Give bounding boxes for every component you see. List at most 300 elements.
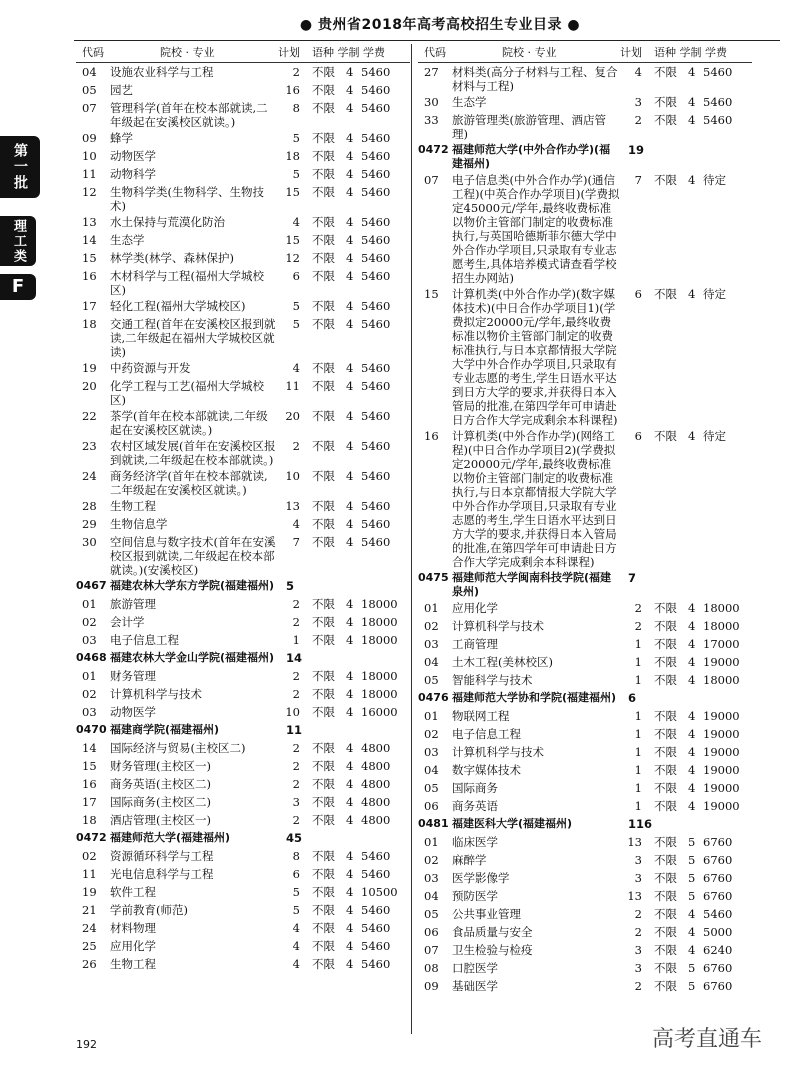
major-plan: 10 — [285, 469, 300, 483]
major-lang: 不限 — [312, 777, 335, 791]
major-code: 19 — [82, 885, 97, 899]
major-fee: 5460 — [361, 269, 391, 283]
major-lang: 不限 — [312, 669, 335, 683]
major-row — [76, 956, 410, 973]
major-row — [76, 938, 410, 955]
header-plan: 计划 — [278, 46, 300, 59]
major-row — [76, 902, 410, 919]
major-lang: 不限 — [312, 921, 335, 935]
major-plan: 1 — [634, 799, 642, 813]
major-code: 04 — [82, 65, 97, 79]
major-code: 17 — [82, 795, 97, 809]
major-fee: 5460 — [703, 113, 733, 127]
major-lang: 不限 — [654, 781, 677, 795]
major-plan: 6 — [292, 269, 300, 283]
major-name: 资源循环科学与工程 — [110, 849, 214, 863]
major-plan: 2 — [634, 619, 642, 633]
major-lang: 不限 — [654, 113, 677, 127]
major-plan: 1 — [634, 655, 642, 669]
major-lang: 不限 — [654, 65, 677, 79]
major-fee: 6760 — [703, 889, 733, 903]
major-code: 15 — [424, 287, 439, 301]
major-code: 18 — [82, 813, 97, 827]
major-row — [76, 360, 410, 377]
major-name: 智能科学与技术 — [452, 673, 533, 687]
major-code: 15 — [82, 759, 97, 773]
major-name: 中药资源与开发 — [110, 361, 191, 375]
side-tabs — [0, 136, 42, 300]
major-code: 26 — [82, 957, 97, 971]
major-plan: 1 — [634, 709, 642, 723]
major-plan: 7 — [634, 173, 642, 187]
major-yrs: 4 — [688, 727, 696, 741]
major-yrs: 4 — [346, 759, 354, 773]
major-plan: 2 — [634, 907, 642, 921]
major-plan: 3 — [634, 961, 642, 975]
major-yrs: 4 — [688, 943, 696, 957]
major-plan: 1 — [634, 637, 642, 651]
major-code: 07 — [424, 173, 439, 187]
watermark-text: 高考直通车 — [652, 1022, 762, 1053]
major-name: 材料类(高分子材料与工程、复合材料与工程) — [452, 65, 618, 93]
school-name: 福建师范大学(中外合作办学)(福建福州) — [452, 143, 611, 170]
major-yrs: 4 — [688, 781, 696, 795]
major-row — [76, 632, 410, 649]
major-row — [76, 298, 410, 315]
school-row — [76, 578, 410, 595]
major-row — [76, 166, 410, 183]
major-row — [76, 214, 410, 231]
major-fee: 5460 — [361, 65, 391, 79]
major-lang: 不限 — [654, 745, 677, 759]
major-row — [76, 184, 410, 213]
major-lang: 不限 — [312, 813, 335, 827]
major-plan: 4 — [292, 361, 300, 375]
major-code: 22 — [82, 409, 97, 423]
major-yrs: 4 — [688, 925, 696, 939]
major-plan: 15 — [285, 185, 300, 199]
major-name: 生物科学类(生物科学、生物技术) — [110, 185, 264, 213]
header-school: 院校 · 专业 — [502, 46, 557, 59]
major-yrs: 4 — [346, 251, 354, 265]
major-yrs: 4 — [346, 299, 354, 313]
major-fee: 5460 — [361, 517, 391, 531]
major-name: 计算机科学与技术 — [110, 687, 202, 701]
major-fee: 19000 — [703, 799, 740, 813]
major-yrs: 5 — [688, 871, 696, 885]
major-row — [76, 232, 410, 249]
major-row — [76, 758, 410, 775]
major-name: 国际经济与贸易(主校区二) — [110, 741, 246, 755]
major-plan: 4 — [292, 517, 300, 531]
major-plan: 5 — [292, 131, 300, 145]
major-row — [76, 776, 410, 793]
major-plan: 2 — [292, 669, 300, 683]
major-code: 23 — [82, 439, 97, 453]
school-code: 0467 — [76, 579, 107, 592]
major-yrs: 4 — [346, 741, 354, 755]
major-lang: 不限 — [312, 759, 335, 773]
major-lang: 不限 — [312, 83, 335, 97]
major-code: 30 — [424, 95, 439, 109]
major-row — [418, 852, 752, 869]
major-plan: 5 — [292, 299, 300, 313]
major-code: 11 — [82, 167, 97, 181]
major-plan: 12 — [285, 251, 300, 265]
major-yrs: 4 — [346, 379, 354, 393]
school-plan: 19 — [628, 143, 645, 157]
major-fee: 5460 — [361, 439, 391, 453]
major-name: 计算机类(中外合作办学)(网络工程)(中日合作办学项目2)(学费拟定20000元/学年,最终收费标准以物价主管部门制定的收费标准执行,与日本京都情报大学院大学中外合作办学项目,只录取有专业志愿的考生,学生日语水平达到日方大学的要求,并获得日本入管局的批准,在第四学年可申请赴日方合作大学完成剩余本科课程) — [452, 429, 617, 569]
major-fee: 5460 — [361, 251, 391, 265]
major-yrs: 4 — [346, 361, 354, 375]
major-code: 04 — [424, 889, 439, 903]
major-row — [76, 686, 410, 703]
major-fee: 17000 — [703, 637, 740, 651]
left-column — [76, 44, 410, 973]
major-lang: 不限 — [312, 499, 335, 513]
major-name: 电子信息工程 — [452, 727, 521, 741]
major-fee: 5460 — [361, 957, 391, 971]
major-code: 06 — [424, 925, 439, 939]
major-row — [76, 82, 410, 99]
major-fee: 6760 — [703, 979, 733, 993]
major-lang: 不限 — [312, 269, 335, 283]
major-fee: 19000 — [703, 655, 740, 669]
major-plan: 13 — [627, 889, 642, 903]
major-yrs: 4 — [346, 597, 354, 611]
major-plan: 5 — [292, 885, 300, 899]
major-name: 国际商务 — [452, 781, 498, 795]
major-row — [76, 866, 410, 883]
major-lang: 不限 — [654, 979, 677, 993]
major-plan: 2 — [292, 813, 300, 827]
major-row — [418, 618, 752, 635]
side-tab-category: 理工类 — [0, 216, 36, 266]
major-fee: 5000 — [703, 925, 733, 939]
major-yrs: 5 — [688, 979, 696, 993]
major-fee: 5460 — [361, 361, 391, 375]
major-row — [418, 906, 752, 923]
major-name: 旅游管理类(旅游管理、酒店管理) — [452, 113, 606, 141]
major-code: 18 — [82, 317, 97, 331]
major-row — [418, 798, 752, 815]
major-lang: 不限 — [654, 95, 677, 109]
major-lang: 不限 — [654, 835, 677, 849]
major-lang: 不限 — [312, 597, 335, 611]
right-table-header — [418, 44, 752, 63]
major-lang: 不限 — [312, 633, 335, 647]
major-yrs: 4 — [688, 673, 696, 687]
major-lang: 不限 — [312, 939, 335, 953]
major-row — [76, 534, 410, 577]
major-lang: 不限 — [312, 795, 335, 809]
major-yrs: 4 — [346, 233, 354, 247]
major-row — [76, 704, 410, 721]
major-yrs: 4 — [346, 409, 354, 423]
major-row — [76, 316, 410, 359]
school-code: 0476 — [418, 691, 449, 704]
major-yrs: 4 — [688, 745, 696, 759]
school-plan: 14 — [286, 651, 303, 665]
major-code: 05 — [424, 781, 439, 795]
major-yrs: 4 — [346, 101, 354, 115]
major-plan: 20 — [285, 409, 300, 423]
major-yrs: 4 — [346, 535, 354, 549]
major-yrs: 4 — [688, 429, 696, 443]
major-lang: 不限 — [654, 799, 677, 813]
major-code: 13 — [82, 215, 97, 229]
major-code: 01 — [424, 835, 439, 849]
major-plan: 2 — [292, 439, 300, 453]
major-fee: 19000 — [703, 709, 740, 723]
major-code: 14 — [82, 741, 97, 755]
header-rule — [74, 40, 780, 41]
header-lang-yrs-fee: 语种 学制 学费 — [654, 46, 727, 59]
major-yrs: 4 — [346, 795, 354, 809]
major-fee: 6760 — [703, 835, 733, 849]
major-row — [76, 468, 410, 497]
major-row — [418, 654, 752, 671]
major-name: 生态学 — [110, 233, 145, 247]
major-name: 电子信息类(中外合作办学)(通信工程)(中英合作办学项目)(学费拟定45000元/学年,最终收费标准以物价主管部门制定的收费标准执行,与英国哈德斯菲尔德大学中外合作办学项目,只录取有专业志愿考生,具体培养模式请查看学校招生办网站) — [452, 173, 620, 285]
major-code: 15 — [82, 251, 97, 265]
major-plan: 3 — [634, 95, 642, 109]
major-yrs: 4 — [688, 799, 696, 813]
major-row — [76, 920, 410, 937]
major-fee: 5460 — [703, 907, 733, 921]
major-plan: 2 — [634, 601, 642, 615]
major-name: 设施农业科学与工程 — [110, 65, 214, 79]
major-code: 02 — [424, 853, 439, 867]
major-yrs: 4 — [688, 907, 696, 921]
major-fee: 4800 — [361, 777, 391, 791]
major-name: 口腔医学 — [452, 961, 498, 975]
major-code: 07 — [424, 943, 439, 957]
major-fee: 5460 — [361, 215, 391, 229]
page-title: ● 贵州省2018年高考高校招生专业目录 ● — [299, 17, 581, 33]
major-row — [76, 100, 410, 129]
major-row — [418, 708, 752, 725]
major-plan: 6 — [292, 867, 300, 881]
major-name: 动物科学 — [110, 167, 156, 181]
school-plan: 11 — [286, 723, 303, 737]
major-plan: 4 — [634, 65, 642, 79]
major-plan: 5 — [292, 317, 300, 331]
major-code: 28 — [82, 499, 97, 513]
major-code: 03 — [82, 705, 97, 719]
major-name: 计算机类(中外合作办学)(数字媒体技术)(中日合作办学项目1)(学费拟定20000元/学年,最终收费标准以物价主管部门制定的收费标准执行,与日本京都情报大学院大学中外合作办学项目,只录取有专业志愿的考生,学生日语水平达到日方大学的要求,并获得日本入管局的批准,在第四学年可申请赴日方合作大学完成剩余本科课程) — [452, 287, 618, 427]
major-fee: 5460 — [361, 233, 391, 247]
major-fee: 18000 — [703, 601, 740, 615]
major-yrs: 4 — [346, 269, 354, 283]
major-fee: 19000 — [703, 781, 740, 795]
major-code: 08 — [424, 961, 439, 975]
major-name: 酒店管理(主校区一) — [110, 813, 211, 827]
major-row — [76, 64, 410, 81]
major-row — [76, 884, 410, 901]
page-header — [0, 0, 800, 44]
major-fee: 5460 — [361, 101, 391, 115]
major-yrs: 5 — [688, 853, 696, 867]
major-code: 01 — [82, 597, 97, 611]
major-code: 02 — [424, 619, 439, 633]
major-fee: 18000 — [361, 615, 398, 629]
major-lang: 不限 — [312, 379, 335, 393]
school-name: 福建农林大学东方学院(福建福州) — [110, 579, 275, 592]
major-name: 商务英语(主校区二) — [110, 777, 211, 791]
major-yrs: 4 — [346, 777, 354, 791]
major-row — [76, 148, 410, 165]
major-lang: 不限 — [654, 655, 677, 669]
major-row — [418, 744, 752, 761]
major-plan: 1 — [634, 673, 642, 687]
major-fee: 5460 — [361, 167, 391, 181]
major-fee: 19000 — [703, 727, 740, 741]
school-code: 0472 — [418, 143, 449, 156]
major-lang: 不限 — [312, 903, 335, 917]
major-plan: 2 — [634, 979, 642, 993]
major-name: 财务管理(主校区一) — [110, 759, 211, 773]
school-code: 0481 — [418, 817, 449, 830]
major-fee: 5460 — [361, 185, 391, 199]
school-code: 0472 — [76, 831, 107, 844]
major-lang: 不限 — [654, 763, 677, 777]
major-yrs: 4 — [346, 885, 354, 899]
major-name: 电子信息工程 — [110, 633, 179, 647]
school-name: 福建医科大学(福建福州) — [452, 817, 573, 830]
major-fee: 5460 — [361, 149, 391, 163]
school-name: 福建商学院(福建福州) — [110, 723, 220, 736]
major-name: 轻化工程(福州大学城校区) — [110, 299, 246, 313]
major-yrs: 4 — [346, 669, 354, 683]
major-lang: 不限 — [654, 727, 677, 741]
major-plan: 8 — [292, 849, 300, 863]
major-row — [418, 726, 752, 743]
major-name: 管理科学(首年在校本部就读,二年级起在安溪校区就读。) — [110, 101, 268, 129]
major-lang: 不限 — [312, 535, 335, 549]
major-lang: 不限 — [654, 673, 677, 687]
major-name: 化学工程与工艺(福州大学城校区) — [110, 379, 264, 407]
major-lang: 不限 — [312, 131, 335, 145]
major-fee: 5460 — [361, 83, 391, 97]
school-code: 0470 — [76, 723, 107, 736]
major-row — [76, 614, 410, 631]
major-yrs: 4 — [346, 215, 354, 229]
major-lang: 不限 — [312, 615, 335, 629]
major-yrs: 4 — [346, 939, 354, 953]
major-lang: 不限 — [654, 173, 677, 187]
major-row — [418, 780, 752, 797]
major-row — [76, 668, 410, 685]
major-fee: 18000 — [703, 619, 740, 633]
header-plan: 计划 — [620, 46, 642, 59]
major-yrs: 5 — [688, 889, 696, 903]
major-yrs: 4 — [346, 957, 354, 971]
major-yrs: 4 — [346, 633, 354, 647]
major-name: 动物医学 — [110, 149, 156, 163]
major-code: 03 — [424, 637, 439, 651]
major-name: 学前教育(师范) — [110, 903, 188, 917]
major-yrs: 4 — [688, 637, 696, 651]
major-code: 06 — [424, 799, 439, 813]
major-code: 21 — [82, 903, 97, 917]
school-plan: 116 — [628, 817, 653, 831]
major-yrs: 4 — [346, 813, 354, 827]
school-row — [76, 650, 410, 667]
major-lang: 不限 — [312, 885, 335, 899]
major-plan: 1 — [292, 633, 300, 647]
major-name: 计算机科学与技术 — [452, 619, 544, 633]
school-name: 福建师范大学(福建福州) — [110, 831, 231, 844]
major-fee: 5460 — [361, 849, 391, 863]
major-fee: 5460 — [361, 499, 391, 513]
major-lang: 不限 — [312, 867, 335, 881]
major-plan: 4 — [292, 939, 300, 953]
major-name: 麻醉学 — [452, 853, 487, 867]
major-row — [418, 762, 752, 779]
major-name: 会计学 — [110, 615, 145, 629]
major-row — [76, 812, 410, 829]
major-name: 应用化学 — [452, 601, 498, 615]
major-name: 木材科学与工程(福州大学城校区) — [110, 269, 264, 297]
major-code: 01 — [424, 601, 439, 615]
major-code: 20 — [82, 379, 97, 393]
header-code: 代码 — [82, 46, 104, 59]
page-number: 192 — [76, 1038, 97, 1051]
major-lang: 不限 — [312, 317, 335, 331]
major-row — [418, 172, 752, 285]
major-plan: 2 — [292, 597, 300, 611]
major-fee: 5460 — [361, 535, 391, 549]
major-yrs: 4 — [688, 601, 696, 615]
major-row — [76, 408, 410, 437]
school-plan: 7 — [628, 571, 637, 585]
major-plan: 18 — [285, 149, 300, 163]
major-lang: 不限 — [312, 167, 335, 181]
major-plan: 1 — [634, 745, 642, 759]
school-name: 福建师范大学闽南科技学院(福建泉州) — [452, 571, 612, 598]
major-name: 基础医学 — [452, 979, 498, 993]
major-row — [418, 112, 752, 141]
major-yrs: 4 — [346, 849, 354, 863]
major-yrs: 4 — [346, 867, 354, 881]
major-plan: 1 — [634, 727, 642, 741]
major-name: 数字媒体技术 — [452, 763, 521, 777]
major-plan: 15 — [285, 233, 300, 247]
major-yrs: 4 — [346, 615, 354, 629]
major-name: 软件工程 — [110, 885, 156, 899]
major-fee: 16000 — [361, 705, 398, 719]
major-code: 14 — [82, 233, 97, 247]
left-table-header — [76, 44, 410, 63]
major-row — [76, 378, 410, 407]
major-code: 12 — [82, 185, 97, 199]
major-code: 27 — [424, 65, 439, 79]
major-row — [418, 834, 752, 851]
major-row — [76, 130, 410, 147]
school-plan: 6 — [628, 691, 637, 705]
major-code: 01 — [82, 669, 97, 683]
major-fee: 18000 — [361, 633, 398, 647]
major-code: 01 — [424, 709, 439, 723]
major-plan: 8 — [292, 101, 300, 115]
major-fee: 6240 — [703, 943, 733, 957]
major-fee: 5460 — [361, 939, 391, 953]
major-fee: 18000 — [361, 669, 398, 683]
major-row — [418, 636, 752, 653]
major-yrs: 5 — [688, 835, 696, 849]
